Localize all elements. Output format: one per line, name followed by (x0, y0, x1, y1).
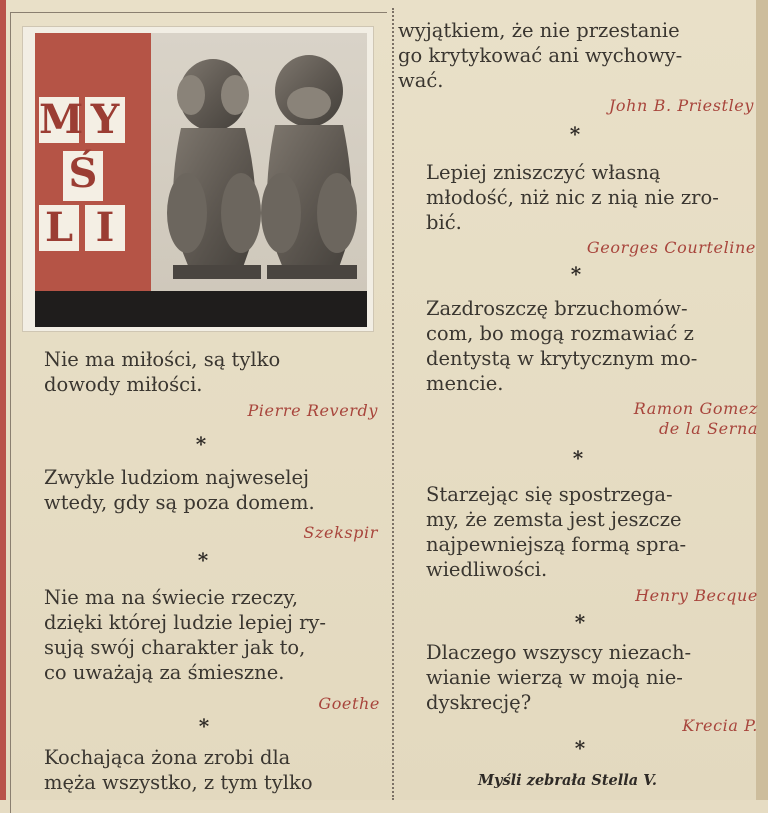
quote-author: Szekspir (303, 523, 378, 542)
quote-author: Krecia P. (682, 716, 758, 735)
quote-text: Kochająca żona zrobi dla męża wszystko, z tym tylko (44, 746, 313, 794)
title-letter: Y (85, 97, 125, 143)
quote-author: Ramon Gomez de la Serna (633, 399, 758, 438)
title-letter: Ś (63, 151, 103, 201)
title-letter: I (85, 205, 125, 251)
page-edge-left (0, 0, 6, 800)
quote-text: Zwykle ludziom najweselej wtedy, gdy są poza domem. (44, 466, 315, 514)
quote-text: Nie ma miłości, są tylko dowody miłości. (44, 348, 281, 396)
compiled-by-credit: Myśli zebrała Stella V. (478, 772, 657, 789)
quote-text: wyjątkiem, że nie przestanie go krytykować ani wychowy- wać. (398, 19, 683, 92)
title-letter: L (39, 205, 79, 251)
separator-star: * (570, 262, 582, 286)
separator-star: * (574, 736, 586, 760)
title-panel (35, 33, 151, 291)
quote-text: Zazdroszczę brzuchomów- com, bo mogą rozmawiać z dentystą w krytycznym mo- mencie. (426, 297, 698, 395)
header-illustration (22, 26, 374, 332)
monkeys-photo (151, 33, 367, 291)
separator-star: * (198, 714, 210, 738)
separator-star: * (197, 548, 209, 572)
separator-star: * (572, 446, 584, 470)
quote-author: Pierre Reverdy (247, 401, 378, 420)
quote-author: Goethe (318, 694, 380, 713)
quote-text: Lepiej zniszczyć własną młodość, niż nic z nią nie zro- bić. (426, 161, 719, 234)
separator-star: * (569, 122, 581, 146)
separator-star: * (195, 432, 207, 456)
quote-text: Starzejąc się spostrzega- my, że zemsta jest jeszcze najpewniejszą formą spra- wiedliwości. (426, 483, 687, 581)
monkeys-statue-icon (151, 33, 367, 291)
quote-author: Georges Courteline (586, 238, 756, 257)
quote-author: Henry Becque (635, 586, 758, 605)
title-letter: M (39, 96, 84, 143)
separator-star: * (574, 610, 586, 634)
quote-text: Dlaczego wszyscy niezach- wianie wierzą w moją nie- dyskrecję? (426, 641, 692, 714)
quote-text: Nie ma na świecie rzeczy, dzięki której ludzie lepiej ry- sują swój charakter jak to, co uważają za śmieszne. (44, 586, 327, 684)
image-base-band (35, 291, 367, 327)
column-divider (392, 8, 394, 800)
quote-author: John B. Priestley (608, 96, 754, 115)
